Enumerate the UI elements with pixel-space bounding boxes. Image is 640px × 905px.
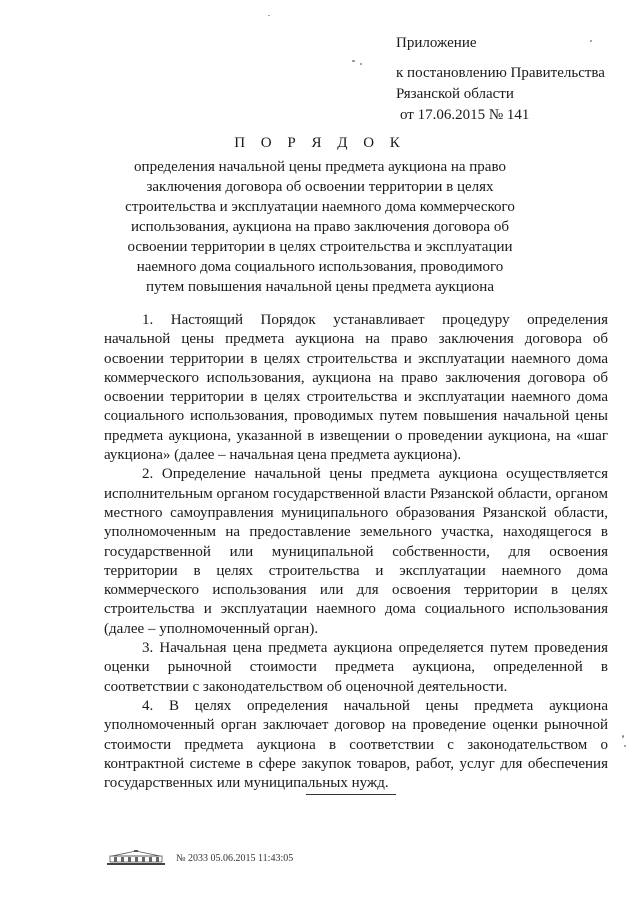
registration-number-date: № 2033 05.06.2015 11:43:05 (176, 852, 294, 864)
paragraph-4: 4. В целях определения начальной цены предмета аукциона уполномоченный орган заключает договор на проведение оценки рыночной стоимости предмета аукциона в соответствии с законодательством о контрактной системе в сфере закупок товаров, работ, услуг для обеспечения государственных или муниципальных нужд. (104, 697, 608, 792)
document-heading (120, 133, 520, 297)
document-title: П О Р Я Д О К (234, 135, 406, 151)
appendix-resolution-line: к постановлению Правительства (396, 65, 605, 81)
scan-speck (624, 745, 626, 747)
appendix-date-number: от 17.06.2015 № 141 (400, 107, 530, 123)
scan-speck (360, 63, 362, 65)
registration-footer (106, 848, 293, 868)
document-subtitle: определения начальной цены предмета аукциона на право заключения договора об освоении территории в целях строительства и эксплуатации наемного дома коммерческого использования, аукциона на право заключения договора об освоении территории в целях строительства и эксплуатации наемного дома социального использования, проводимого путем повышения начальной цены предмета аукциона (125, 159, 515, 295)
appendix-header (396, 33, 636, 126)
document-body (104, 311, 608, 793)
paragraph-2: 2. Определение начальной цены предмета аукциона осуществляется исполнительным органом государственной власти Рязанской области, органом местного самоуправления муниципального образования Рязанской области, уполномоченным на предоставление земельного участка, находящегося в государственной или муниципальной собственности, для освоения территории в целях строительства и эксплуатации наемного дома коммерческого использования или для освоения территории в целях строительства и эксплуатации наемного дома социального использования (далее – уполномоченный орган). (104, 466, 608, 637)
appendix-label: Приложение (396, 35, 477, 51)
scan-speck (268, 15, 270, 16)
appendix-region-line: Рязанской области (396, 86, 514, 102)
paragraph-1: 1. Настоящий Порядок устанавливает процедуру определения начальной цены предмета аукциона на право заключения договора об освоении территории в целях строительства и эксплуатации наемного дома коммерческого использования, аукциона на право заключения договора об освоении территории в целях строительства и эксплуатации наемного дома социального использования, проводимых путем повышения начальной цены предмета аукциона, указанной в извещении о проведении аукциона, на «шаг аукциона» (далее – начальная цена предмета аукциона). (104, 312, 608, 464)
scan-speck (352, 60, 355, 62)
government-building-stamp-icon (106, 850, 166, 866)
end-divider-line (306, 794, 396, 795)
scan-speck (622, 735, 624, 738)
paragraph-3: 3. Начальная цена предмета аукциона определяется путем проведения оценки рыночной стоимости предмета аукциона, определенной в соответствии с законодательством об оценочной деятельности. (104, 640, 608, 695)
